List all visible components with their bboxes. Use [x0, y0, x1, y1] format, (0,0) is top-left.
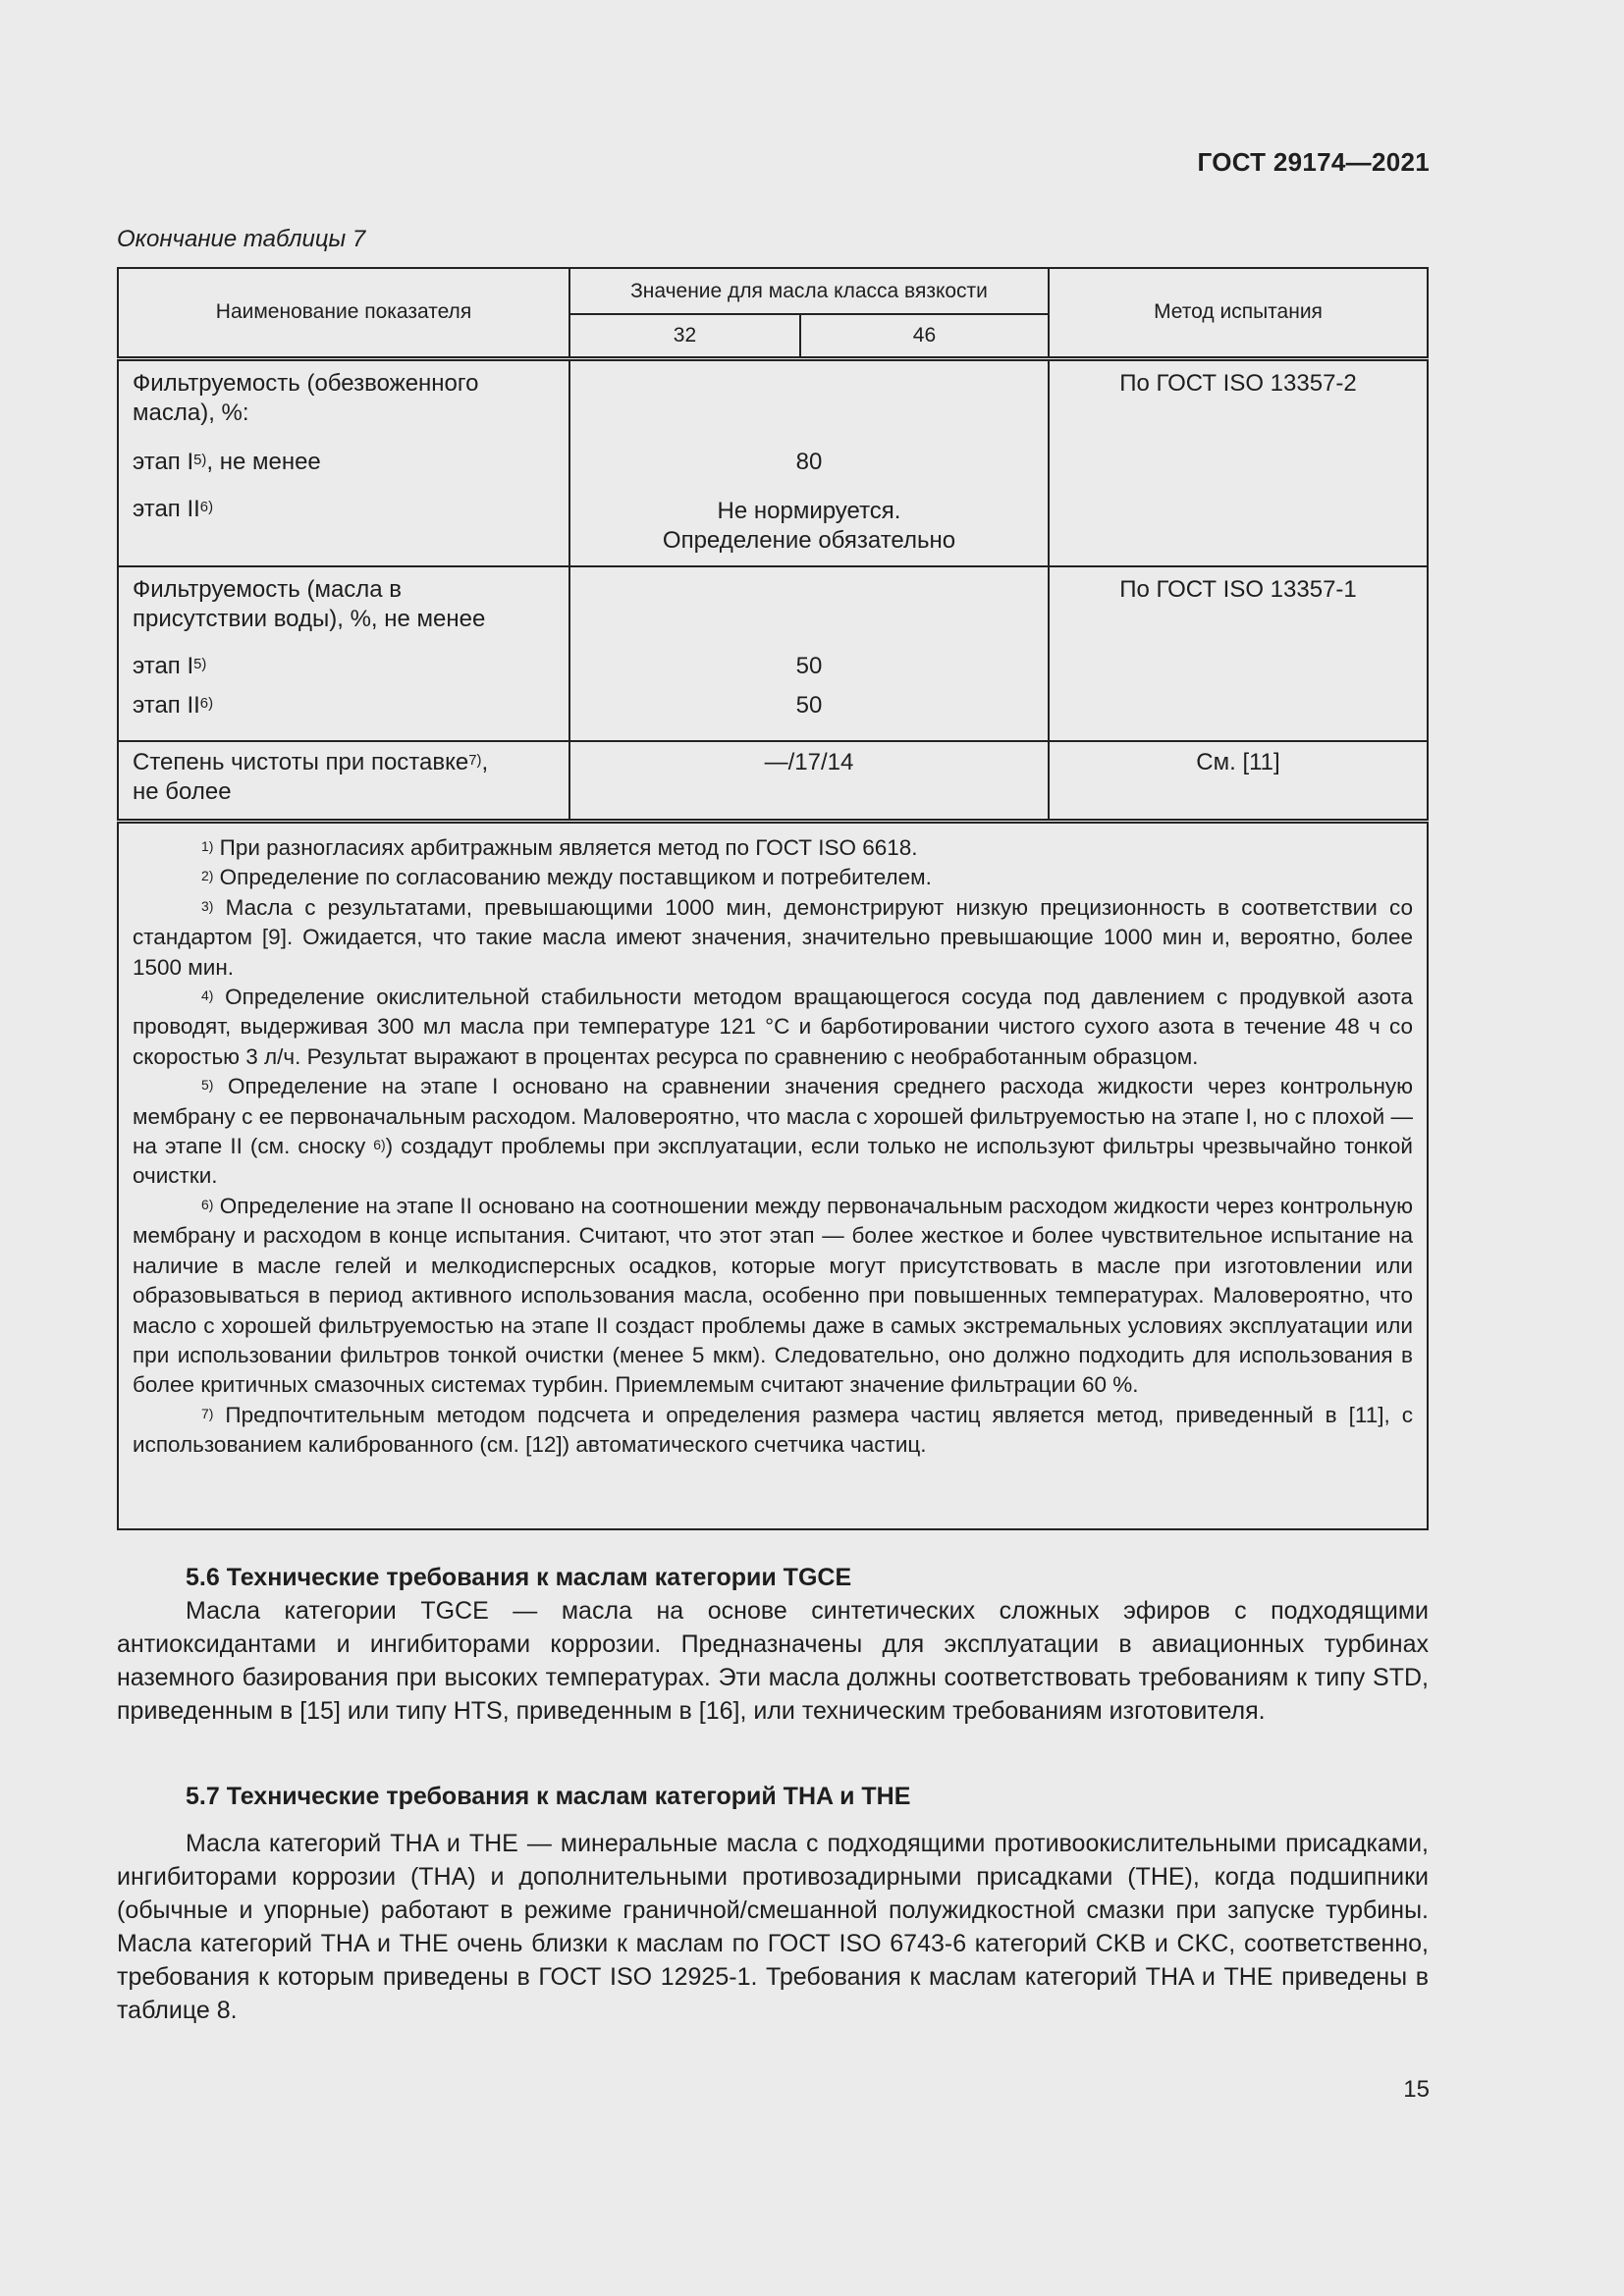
header-class-46: 46 — [800, 314, 1049, 358]
header-indicator-name: Наименование показателя — [118, 268, 569, 358]
section-heading: 5.7 Технические требования к маслам категорий THA и THE — [186, 1783, 911, 1810]
cell-text: масла), %: — [133, 399, 249, 426]
stage-2-label: этап II$^{6)}$ — [133, 691, 214, 719]
row-filterability-water-value — [569, 566, 1049, 741]
table-footnotes — [117, 822, 1429, 1530]
cell-text: Фильтруемость (обезвоженного — [133, 369, 479, 397]
section-5-7 — [117, 1780, 1429, 2027]
stage-1-value: 50 — [795, 652, 823, 679]
row-cleanliness — [118, 741, 569, 820]
row-filterability-water-method: По ГОСТ ISO 13357-1 — [1049, 566, 1428, 741]
row-cleanliness-method: См. [11] — [1049, 741, 1428, 820]
stage-1-label: этап $I^{5)}$ — [133, 652, 207, 679]
table-row — [118, 358, 1428, 566]
section-body: Масла категорий THA и THE — минеральные масла с подходящими противоокислительными присадками, ингибиторами коррозии (THA) и дополнительными противозадирными присадками (THE), когда подшипники (обычные и упорные) работают в режиме граничной/смешанной полужидкостной смазки при запуске турбины. Масла категорий THA и THE очень близки к маслам по ГОСТ ISO 6743-6 категорий CKB и CKC, соответственно, требования к которым приведены в ГОСТ ISO 12925-1. Требования к маслам категорий THA и THE приведены в таблице 8. — [117, 1830, 1429, 2024]
footnote: $^{5)}$ Определение на этапе I основано на сравнении значения среднего расхода жидкости через контрольную мембрану с ее первоначальным расходом. Маловероятно, что масла с хорошей фильтруемостью на этапе I, но с плохой — на этапе II (см. сноску $^{6)}$) создадут проблемы при эксплуатации, если только не используют фильтры чрезвычайно тонкой очистки. — [133, 1074, 1413, 1189]
footnote: $^{2)}$ Определение по согласованию между поставщиком и потребителем. — [201, 865, 932, 890]
page-number: 15 — [1403, 2076, 1430, 2103]
stage-1-value: 80 — [795, 448, 823, 475]
document-header: ГОСТ 29174—2021 — [1197, 147, 1430, 177]
stage-1-label: этап $I^{5)}$, не менее — [133, 448, 321, 475]
row-cleanliness-value: —/17/14 — [569, 741, 1049, 820]
header-viscosity-value: Значение для масла класса вязкости — [569, 268, 1049, 314]
table-caption: Окончание таблицы 7 — [117, 226, 366, 252]
table-row — [118, 566, 1428, 741]
stage-2-value: 50 — [795, 691, 823, 719]
row-filterability-water — [118, 566, 569, 741]
cell-text: присутствии воды), %, не менее — [133, 605, 486, 632]
cell-text: не более — [133, 777, 232, 805]
footnote: $^{4)}$ Определение окислительной стабильности методом вращающегося сосуда под давлением с продувкой азота проводят, выдерживая 300 мл масла при температуре 121 °С и барботировании чистого сухого азота в течение 48 ч со скоростью 3 л/ч. Результат выражают в процентах ресурса по сравнению с необработанным образцом. — [133, 985, 1413, 1069]
row-filterability-dewatered-method: По ГОСТ ISO 13357-2 — [1049, 358, 1428, 566]
footnote: $^{1)}$ При разногласиях арбитражным является метод по ГОСТ ISO 6618. — [201, 835, 918, 860]
header-class-32: 32 — [569, 314, 800, 358]
row-filterability-dewatered — [118, 358, 569, 566]
section-5-6 — [117, 1561, 1429, 1728]
row-filterability-dewatered-value — [569, 358, 1049, 566]
section-heading: 5.6 Технические требования к маслам категории TGCE — [186, 1564, 852, 1591]
footnote: $^{3)}$ Масла с результатами, превышающими 1000 мин, демонстрируют низкую прецизионность в соответствии со стандартом [9]. Ожидается, что такие масла имеют значения, значительно превышающие 1000 мин и, вероятно, более 1500 мин. — [133, 894, 1413, 980]
stage-2-value-note: Определение обязательно — [662, 526, 956, 554]
cell-text: Степень чистоты при поставке$^{7)}$, — [133, 748, 489, 775]
requirements-table — [117, 267, 1429, 821]
section-body: Масла категории TGCE — масла на основе синтетических сложных эфиров с подходящими антиоксидантами и ингибиторами коррозии. Предназначены для эксплуатации в авиационных турбинах наземного базирования при высоких температурах. Эти масла должны соответствовать требованиям к типу STD, приведенным в [15] или типу HTS, приведенным в [16], или техническим требованиям изготовителя. — [117, 1597, 1429, 1725]
footnote: $^{6)}$ Определение на этапе II основано на соотношении между первоначальным расходом жидкости через контрольную мембрану и расходом в конце испытания. Считают, что этот этап — более жесткое и более чувствительное испытание на наличие в масле гелей и мелкодисперсных осадков, которые могут присутствовать в масле при изготовлении или образовываться в период активного использования масла, особенно при повышенных температурах. Маловероятно, что масло с хорошей фильтруемостью на этапе II создаст проблемы даже в самых экстремальных условиях эксплуатации или при использовании фильтров тонкой очистки (менее 5 мкм). Следовательно, оно должно подходить для использования в более критичных смазочных системах турбин. Приемлемым считают значение фильтрации 60 %. — [133, 1193, 1413, 1398]
stage-2-value: Не нормируется. — [717, 497, 901, 524]
table-row — [118, 741, 1428, 820]
header-test-method: Метод испытания — [1049, 268, 1428, 358]
cell-text: Фильтруемость (масла в — [133, 575, 403, 603]
stage-2-label: этап II$^{6)}$ — [133, 495, 214, 522]
footnote: $^{7)}$ Предпочтительным методом подсчета и определения размера частиц является метод, приведенный в [11], с использованием калиброванного (см. [12]) автоматического счетчика частиц. — [133, 1402, 1413, 1458]
